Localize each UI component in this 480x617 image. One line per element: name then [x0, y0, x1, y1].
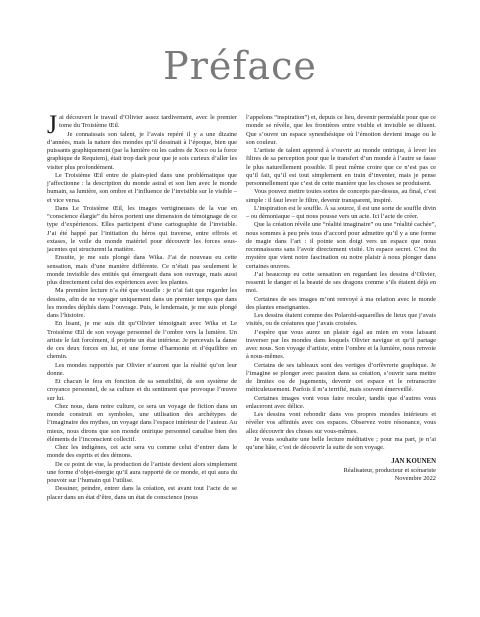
left-paragraph: En lisant, je me suis dit qu’Olivier témoignait avec Wika et Le Troisième Œil de son voyage personnel de l’ombre vers la lumière. Un artiste le fait forcément, il projette un état intérieur. Je percevais la danse de ces deux forces en lui, et une forme d’harmonie et d’équilibre en chemin. [47, 320, 237, 361]
left-paragraph: Dans Le Troisième Œil, les images vertigineuses de la vue en “conscience élargie” du héros portent une dimension de témoignage de ce type d’expériences. Elles participent d’une cartographie de l’invisible. J’ai été happé par l’initiation du héros qui traverse, entre effrois et extases, le voile du monde matériel pour découvrir les forces sous-jacentes qui structurent la matière. [47, 204, 237, 253]
right-paragraph: J’espère que vous aurez un plaisir égal au mien en vous laissant traverser par les mondes dans lesquels Olivier navigue et qu’il partage avec nous. Son voyage d’artiste, entre l’ombre et la lumière, nous renvoie à nous-mêmes. [246, 328, 436, 361]
left-paragraph [47, 110, 237, 139]
left-column [47, 110, 237, 502]
left-paragraph: De ce point de vue, la production de l’artiste devient alors simplement une forme d’objet-énergie qu’il aura rapporté de ce monde, et qui aura du pouvoir sur l’humain qui l’utilise. [47, 460, 237, 484]
signature-name: JAN KOUNEN [391, 458, 436, 466]
left-paragraph: Dessiner, peindre, entrer dans la création, est avant tout l’acte de se placer dans un état d’être, dans un état de conscience (nous [47, 485, 237, 501]
right-paragraph: Je vous souhaite une belle lecture méditative ; pour ma part, je n’ai qu’une hâte, c’est de découvrir la suite de son voyage. [246, 435, 436, 451]
right-column [246, 114, 436, 483]
right-paragraph: Certaines images vont vous faire reculer, tandis que d’autres vous enlaceront avec délice. [246, 394, 436, 410]
right-paragraph: Vous pouvez mettre toutes sortes de concepts par-dessus, au final, c’est simple : il faut lever le filtre, devenir transparent, inspiré. [246, 188, 436, 204]
left-paragraph: Je connaissais son talent, je l’avais repéré il y a une dizaine d’années, mais la nature des mondes qu’il dessinait à l’époque, bien que puissants graphiquement (par la lumière ou les cadres de Xoco ou la force graphique de Requiem), était trop dark pour que je sois curieux d’aller les visiter plus profondément. [47, 130, 237, 171]
signature-date: Novembre 2022 [394, 474, 436, 482]
signature-role: Réalisateur, producteur et scénariste [343, 466, 436, 474]
left-paragraph: Et chacun le fera en fonction de sa sensibilité, de son système de croyance personnel, de sa culture et du sentiment que provoque l’œuvre sur lui. [47, 378, 237, 402]
right-paragraph: Les dessins vont rebondir dans vos propres mondes intérieurs et révéler vos affinités avec ces espaces. Observez votre résonance, vous allez découvrir des choses sur vous-mêmes. [246, 411, 436, 435]
drop-cap: J [47, 110, 58, 139]
left-paragraph: Les mondes rapportés par Olivier n’auront que la réalité qu’on leur donne. [47, 361, 237, 377]
right-paragraph: l’appelons “inspiration”) et, depuis ce lieu, devenir perméable pour que ce monde se révèle, que les frontières entre visible et invisible se diluent. Que s’ouvre un espace synesthésique où l’émotion devient image ou le son couleur. [246, 114, 436, 146]
right-paragraph: Certaines de ses images m’ont renvoyé à ma relation avec le monde des plantes enseignantes. [246, 295, 436, 311]
signature-block [246, 458, 436, 483]
right-paragraph: J’ai beaucoup eu cette sensation en regardant les dessins d’Olivier, ressenti le danger et la beauté de ses dragons comme s’ils étaient déjà en moi. [246, 270, 436, 295]
left-paragraph: Chez nous, dans notre culture, ce sera un voyage de fiction dans un monde construit en symboles, une utilisation des archétypes de l’imaginaire des mythes, un voyage dans l’espace intérieur de l’auteur. Au mieux, nous dirons que son monde onirique personnel canalise bien des éléments de l’inconscient collectif. [47, 402, 237, 443]
left-paragraph: Ensuite, je me suis plongé dans Wika. J’ai de nouveau eu cette sensation, mais d’une manière différente. Ce n’était pas seulement le monde invisible des entités qui émergeait dans son ouvrage, mais aussi plus directement celui des expériences avec les plantes. [47, 254, 237, 286]
right-paragraph: L’artiste de talent apprend à s’ouvrir au monde onirique, à lever les filtres de sa perception pour que le transfert d’un monde à l’autre se fasse le plus naturellement possible. Il peut même croire que ce n’est pas ce qu’il fait, qu’il est tout simplement en train d’inventer, mais je pense personnellement que c’est de cette manière que les choses se produisent. [246, 147, 436, 187]
left-paragraph: Ma première lecture n’a été que visuelle : je n’ai fait que regarder les dessins, afin de ne voyager uniquement dans un premier temps que dans les mondes dépliés dans l’ouvrage. Puis, le lendemain, je me suis plongé dans l’histoire. [47, 287, 237, 319]
right-paragraph: Les dessins étaient comme des Polaroïd-aquarelles de lieux que j’avais visités, ou de créatures que j’avais croisées. [246, 312, 436, 328]
page-title: Préface [163, 44, 317, 88]
left-paragraph: Chez les indigènes, cet acte sera vu comme celui d’entrer dans le monde des esprits et des démons. [47, 444, 237, 460]
right-paragraph: Certains de ses tableaux sont des vertiges d’orfèvrerie graphique. Je l’imagine se plonger avec passion dans sa création, s’ouvrir sans mettre de limites ou de jugements, devenir cet espace et le retranscrire méticuleusement. Parfois il m’a terrifié, mais souvent émerveillé. [246, 361, 436, 394]
right-paragraphs [246, 114, 436, 452]
right-paragraph: Que la création révèle une “réalité imaginaire” ou une “réalité cachée”, nous sommes à peu près tous d’accord pour admettre qu’il y a une forme de magie dans l’art : il pointe son doigt vers un espace que nous reconnaissons sans l’avoir directement visité. Un espace secret. C’est du mystère que vient notre fascination ou notre plaisir à nous plonger dans certaines œuvres. [246, 221, 436, 270]
right-paragraph: L’inspiration est le souffle. À sa source, il est une sorte de souffle divin – ou démoniaque – qui nous pousse vers un acte. Ici l’acte de créer. [246, 204, 436, 220]
left-paragraph: Le Troisième Œil entre de plain-pied dans une problématique que j’affectionne : la description du monde astral et son lien avec le monde humain, sa lumière, son ombre et l’influence de l’invisible sur le visible – et vice versa. [47, 171, 237, 204]
paragraph-text: ai découvert le travail d’Olivier assez tardivement, avec le premier tome du Troisième Œil. [59, 114, 237, 130]
